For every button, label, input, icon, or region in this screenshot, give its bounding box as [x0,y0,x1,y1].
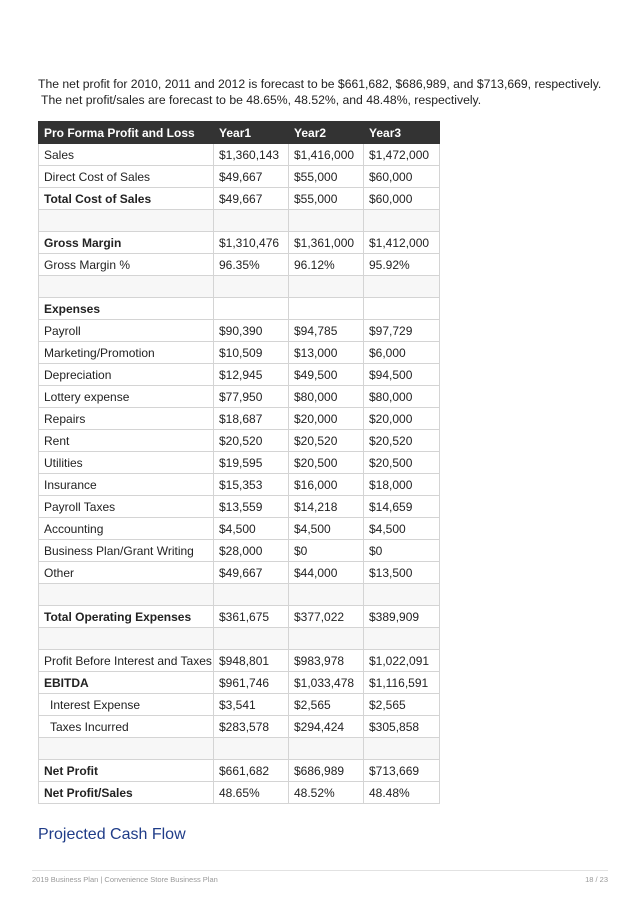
year3-value: $0 [364,540,440,562]
year2-value: $94,785 [289,320,364,342]
year3-value: $2,565 [364,694,440,716]
row-label: Depreciation [39,364,214,386]
table-row [39,144,440,166]
year1-value: $18,687 [214,408,289,430]
year2-value: $20,000 [289,408,364,430]
row-label: Gross Margin % [39,254,214,276]
year3-value: 48.48% [364,782,440,804]
year2-value [289,738,364,760]
table-row [39,540,440,562]
table-row [39,694,440,716]
year1-value: $49,667 [214,188,289,210]
year3-value [364,276,440,298]
table-row [39,474,440,496]
intro-line-2: The net profit/sales are forecast to be 48.65%, 48.52%, and 48.48%, respectively. [41,93,482,107]
year3-value: $94,500 [364,364,440,386]
section-heading-cash-flow: Projected Cash Flow [38,826,186,843]
year2-value: $983,978 [289,650,364,672]
row-label: Insurance [39,474,214,496]
footer-page-number: 18 / 23 [585,875,608,884]
year2-value: $294,424 [289,716,364,738]
table-row [39,342,440,364]
year2-value [289,298,364,320]
table-row [39,782,440,804]
year1-value: $49,667 [214,562,289,584]
table-row [39,452,440,474]
table-row [39,518,440,540]
row-label: Interest Expense [39,694,214,716]
year2-value: $377,022 [289,606,364,628]
year1-value: $20,520 [214,430,289,452]
table-row [39,386,440,408]
row-label: Taxes Incurred [39,716,214,738]
year3-value: $1,412,000 [364,232,440,254]
table-row [39,430,440,452]
year2-value: $686,989 [289,760,364,782]
year2-value [289,210,364,232]
year1-value: $4,500 [214,518,289,540]
year2-value: $0 [289,540,364,562]
year3-value: $13,500 [364,562,440,584]
year3-value: $1,022,091 [364,650,440,672]
row-label: Net Profit [39,760,214,782]
year2-value: $1,033,478 [289,672,364,694]
year3-value: $80,000 [364,386,440,408]
year1-value: $28,000 [214,540,289,562]
year3-value: $97,729 [364,320,440,342]
year2-value: $1,361,000 [289,232,364,254]
year3-value: $20,500 [364,452,440,474]
footer-divider [32,870,608,871]
year2-value: $55,000 [289,188,364,210]
year1-value: 48.65% [214,782,289,804]
spacer-row [39,628,440,650]
year2-value: $49,500 [289,364,364,386]
table-row [39,320,440,342]
year1-value: $661,682 [214,760,289,782]
year3-value: 95.92% [364,254,440,276]
year1-value [214,584,289,606]
row-label: Other [39,562,214,584]
year1-value [214,210,289,232]
table-row [39,760,440,782]
table-row [39,188,440,210]
year2-value: $20,500 [289,452,364,474]
year2-value [289,276,364,298]
row-label: Accounting [39,518,214,540]
spacer-row [39,210,440,232]
year3-value: $305,858 [364,716,440,738]
year2-value: 96.12% [289,254,364,276]
table-row [39,716,440,738]
table-row [39,232,440,254]
header-year1: Year1 [214,122,289,144]
row-label: Total Cost of Sales [39,188,214,210]
row-label: Total Operating Expenses [39,606,214,628]
row-label: Expenses [39,298,214,320]
year2-value: $16,000 [289,474,364,496]
year1-value [214,298,289,320]
year2-value [289,584,364,606]
year3-value: $20,000 [364,408,440,430]
year3-value: $1,116,591 [364,672,440,694]
year1-value: 96.35% [214,254,289,276]
intro-paragraph [38,76,618,108]
row-label: Net Profit/Sales [39,782,214,804]
row-label: Profit Before Interest and Taxes [39,650,214,672]
year2-value: 48.52% [289,782,364,804]
year1-value [214,738,289,760]
year3-value [364,298,440,320]
table-row [39,254,440,276]
year3-value: $713,669 [364,760,440,782]
year3-value [364,738,440,760]
year1-value: $961,746 [214,672,289,694]
table-row [39,166,440,188]
year3-value [364,628,440,650]
year1-value [214,276,289,298]
year3-value: $60,000 [364,188,440,210]
year1-value: $1,310,476 [214,232,289,254]
year2-value: $55,000 [289,166,364,188]
year1-value: $12,945 [214,364,289,386]
year1-value: $10,509 [214,342,289,364]
year3-value: $18,000 [364,474,440,496]
header-year3: Year3 [364,122,440,144]
year1-value: $3,541 [214,694,289,716]
row-label [39,628,214,650]
table-row [39,672,440,694]
year1-value: $15,353 [214,474,289,496]
row-label: Direct Cost of Sales [39,166,214,188]
year1-value: $13,559 [214,496,289,518]
year3-value: $389,909 [364,606,440,628]
table-row [39,562,440,584]
table-body [39,144,440,804]
intro-line-1: The net profit for 2010, 2011 and 2012 is forecast to be $661,682, $686,989, and $713,669, respectively. [38,77,602,91]
year3-value: $1,472,000 [364,144,440,166]
table-row [39,496,440,518]
year2-value: $2,565 [289,694,364,716]
year1-value [214,628,289,650]
table-row [39,364,440,386]
row-label [39,210,214,232]
row-label: Rent [39,430,214,452]
header-label: Pro Forma Profit and Loss [39,122,214,144]
year1-value: $283,578 [214,716,289,738]
table-row [39,606,440,628]
year1-value: $90,390 [214,320,289,342]
table-row [39,408,440,430]
row-label: Utilities [39,452,214,474]
row-label: Payroll [39,320,214,342]
year3-value [364,210,440,232]
header-year2: Year2 [289,122,364,144]
table-row [39,650,440,672]
year2-value: $1,416,000 [289,144,364,166]
year3-value [364,584,440,606]
table-row [39,298,440,320]
row-label [39,276,214,298]
year3-value: $14,659 [364,496,440,518]
footer-document-title: 2019 Business Plan | Convenience Store Business Plan [32,875,218,884]
row-label: Payroll Taxes [39,496,214,518]
year1-value: $1,360,143 [214,144,289,166]
row-label: Lottery expense [39,386,214,408]
year2-value: $4,500 [289,518,364,540]
year1-value: $49,667 [214,166,289,188]
year1-value: $77,950 [214,386,289,408]
row-label: Business Plan/Grant Writing [39,540,214,562]
row-label: Repairs [39,408,214,430]
year3-value: $60,000 [364,166,440,188]
row-label: Marketing/Promotion [39,342,214,364]
row-label [39,584,214,606]
year2-value [289,628,364,650]
profit-loss-table [38,121,440,804]
year1-value: $361,675 [214,606,289,628]
year3-value: $20,520 [364,430,440,452]
year2-value: $44,000 [289,562,364,584]
year2-value: $80,000 [289,386,364,408]
year2-value: $13,000 [289,342,364,364]
year1-value: $19,595 [214,452,289,474]
row-label: Gross Margin [39,232,214,254]
spacer-row [39,584,440,606]
year3-value: $6,000 [364,342,440,364]
spacer-row [39,276,440,298]
row-label [39,738,214,760]
year1-value: $948,801 [214,650,289,672]
table-header-row [39,122,440,144]
year2-value: $14,218 [289,496,364,518]
year3-value: $4,500 [364,518,440,540]
row-label: EBITDA [39,672,214,694]
year2-value: $20,520 [289,430,364,452]
spacer-row [39,738,440,760]
row-label: Sales [39,144,214,166]
